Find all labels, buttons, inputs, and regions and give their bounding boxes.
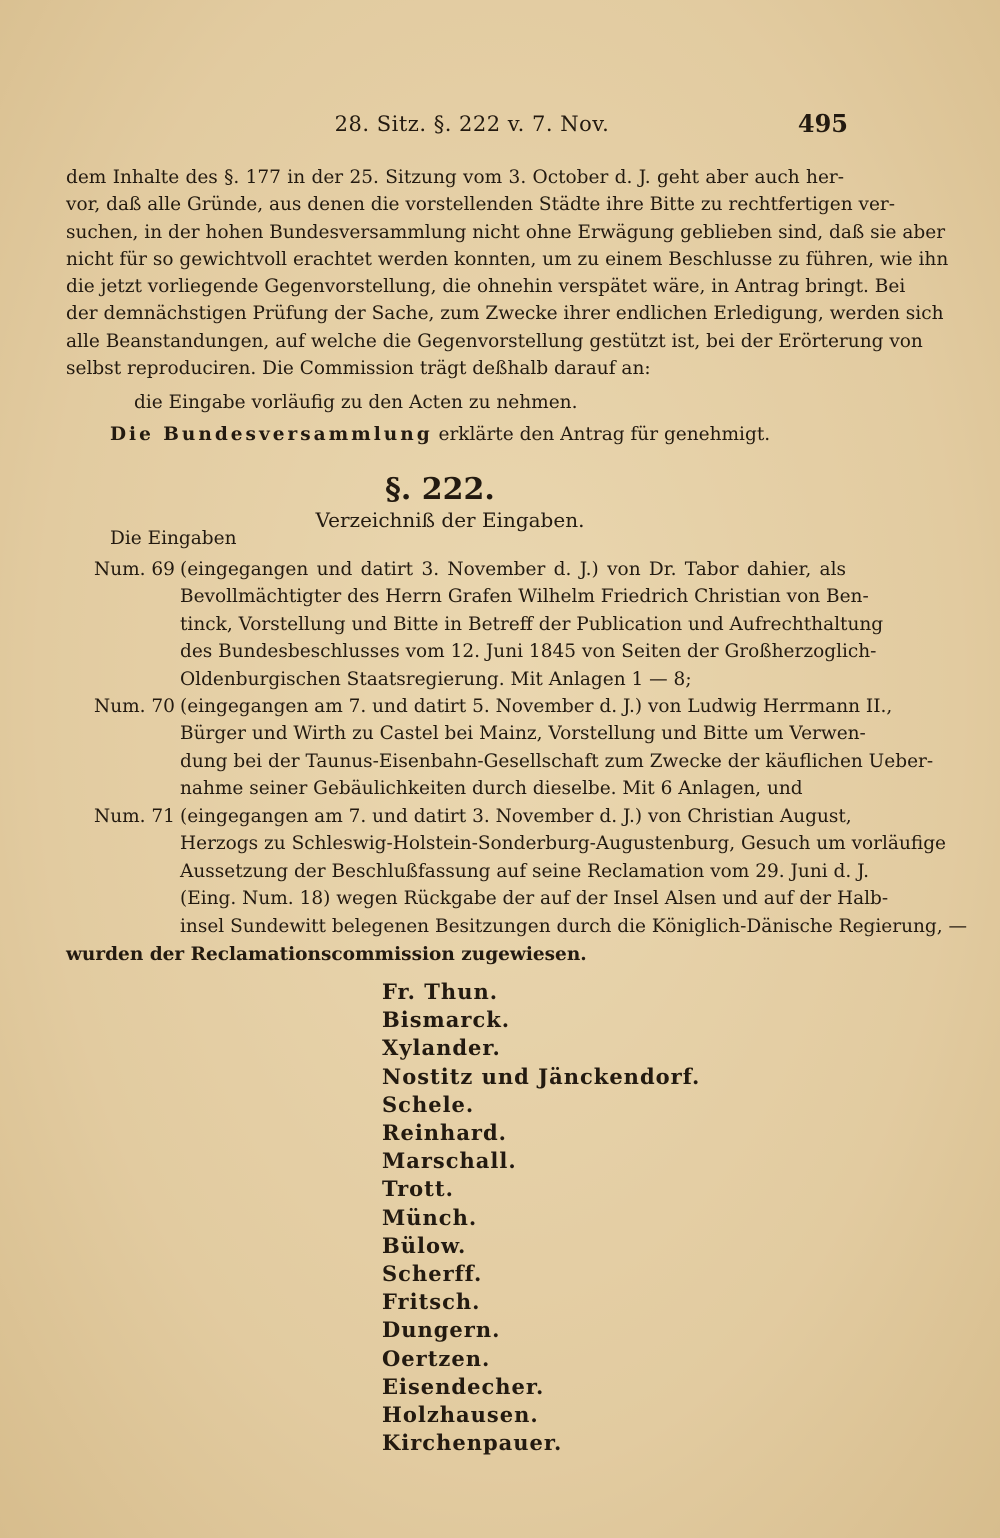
body-line: dem Inhalte des §. 177 in der 25. Sitzung vom 3. October d. J. geht aber auch her- — [66, 167, 844, 188]
signature: Eisendecher. — [382, 1373, 545, 1399]
entry-line: Aussetzung der Beschlußfassung auf seine Reclamation vom 29. Juni d. J. — [180, 860, 870, 882]
signature: Fr. Thun. — [382, 979, 499, 1004]
entry-line: (eingegangen am 7. und datirt 3. November d. J.) von Christian August, — [180, 806, 852, 827]
body-paragraph — [66, 164, 949, 382]
entry-line: dung bei der Taunus-Eisenbahn-Gesellschaft zum Zwecke der käuflichen Ueber- — [180, 750, 934, 772]
body-line: nicht für so gewichtvoll erachtet werden konnten, um zu einem Beschlusse zu führen, wie ihn — [66, 248, 949, 270]
entry-line: insel Sundewitt belegenen Besitzungen durch die Königlich-Dänische Regierung, — — [180, 915, 968, 937]
body-line: die jetzt vorliegende Gegenvorstellung, die ohnehin verspätet wäre, in Antrag bringt. Bei — [66, 276, 906, 298]
entry-text — [180, 803, 968, 940]
entry-line: nahme seiner Gebäulichkeiten durch dieselbe. Mit 6 Anlagen, und — [180, 778, 803, 800]
section-intro: Die Eingaben — [110, 528, 237, 549]
section-title: Verzeichniß der Eingaben. — [315, 508, 585, 532]
entry-line: Oldenburgischen Staatsregierung. Mit Anlagen 1 — 8; — [180, 668, 692, 690]
signature: Schele. — [382, 1091, 475, 1117]
entry-line: Bevollmächtigter des Herrn Grafen Wilhelm Friedrich Christian von Ben- — [180, 586, 869, 608]
resolution-text — [110, 424, 770, 445]
entry-line: Bürger und Wirth zu Castel bei Mainz, Vorstellung und Bitte um Verwen- — [180, 723, 866, 745]
body-line: vor, daß alle Gründe, aus denen die vorstellenden Städte ihre Bitte zu rechtfertigen ver- — [66, 194, 895, 216]
signature-list — [382, 978, 700, 1457]
entry-line: des Bundesbeschlusses vom 12. Juni 1845 von Seiten der Großherzoglich- — [180, 641, 877, 663]
entry-line: (Eing. Num. 18) wegen Rückgabe der auf der Insel Alsen und auf der Halb- — [180, 888, 889, 910]
entry-line: Herzogs zu Schleswig-Holstein-Sonderburg-Augustenburg, Gesuch um vorläufige — [180, 833, 947, 855]
entry-text — [180, 693, 934, 803]
signature: Fritsch. — [382, 1289, 481, 1315]
signature: Nostitz und Jänckendorf. — [382, 1063, 701, 1089]
signature: Trott. — [382, 1176, 454, 1202]
signature: Münch. — [382, 1204, 478, 1230]
decision-text: die Eingabe vorläufig zu den Acten zu nehmen. — [134, 392, 578, 413]
outcome-text: wurden der Reclamationscommission zugewiesen. — [66, 944, 587, 965]
body-line: alle Beanstandungen, auf welche die Gegenvorstellung gestützt ist, bei der Erörterung von — [66, 330, 923, 352]
signature: Bismarck. — [382, 1007, 511, 1033]
entry-text — [180, 556, 884, 693]
signature: Holzhausen. — [382, 1402, 539, 1428]
entry-line: (eingegangen am 7. und datirt 5. November d. J.) von Ludwig Herrmann II., — [180, 696, 893, 717]
signature: Kirchenpauer. — [382, 1430, 563, 1456]
page-number: 495 — [797, 109, 848, 138]
signature: Marschall. — [382, 1148, 517, 1174]
signature: Xylander. — [382, 1035, 501, 1061]
running-head: 28. Sitz. §. 222 v. 7. Nov. — [334, 112, 610, 136]
entry-number: Num. 71 — [94, 806, 175, 827]
resolution-predicate: erklärte den Antrag für genehmigt. — [438, 424, 771, 445]
signature: Reinhard. — [382, 1120, 507, 1146]
resolution-subject: Die Bundesversammlung — [110, 424, 433, 445]
entry-line: (eingegangen und datirt 3. November d. J.) von Dr. Tabor dahier, als — [180, 559, 846, 580]
signature: Oertzen. — [382, 1345, 491, 1371]
entry-number: Num. 70 — [94, 696, 175, 717]
entry-line: tinck, Vorstellung und Bitte in Betreff der Publication und Aufrechthaltung — [180, 613, 884, 635]
signature: Dungern. — [382, 1317, 501, 1343]
signature: Bülow. — [382, 1232, 467, 1258]
body-line: selbst reproduciren. Die Commission trägt deßhalb darauf an: — [66, 358, 651, 380]
section-number: §. 222. — [385, 472, 495, 507]
page-header — [96, 109, 848, 142]
entry-number: Num. 69 — [94, 559, 175, 580]
body-line: der demnächstigen Prüfung der Sache, zum Zwecke ihrer endlichen Erledigung, werden sich — [66, 303, 944, 325]
body-line: suchen, in der hohen Bundesversammlung nicht ohne Erwägung geblieben sind, daß sie aber — [66, 221, 946, 243]
signature: Scherff. — [382, 1261, 483, 1287]
